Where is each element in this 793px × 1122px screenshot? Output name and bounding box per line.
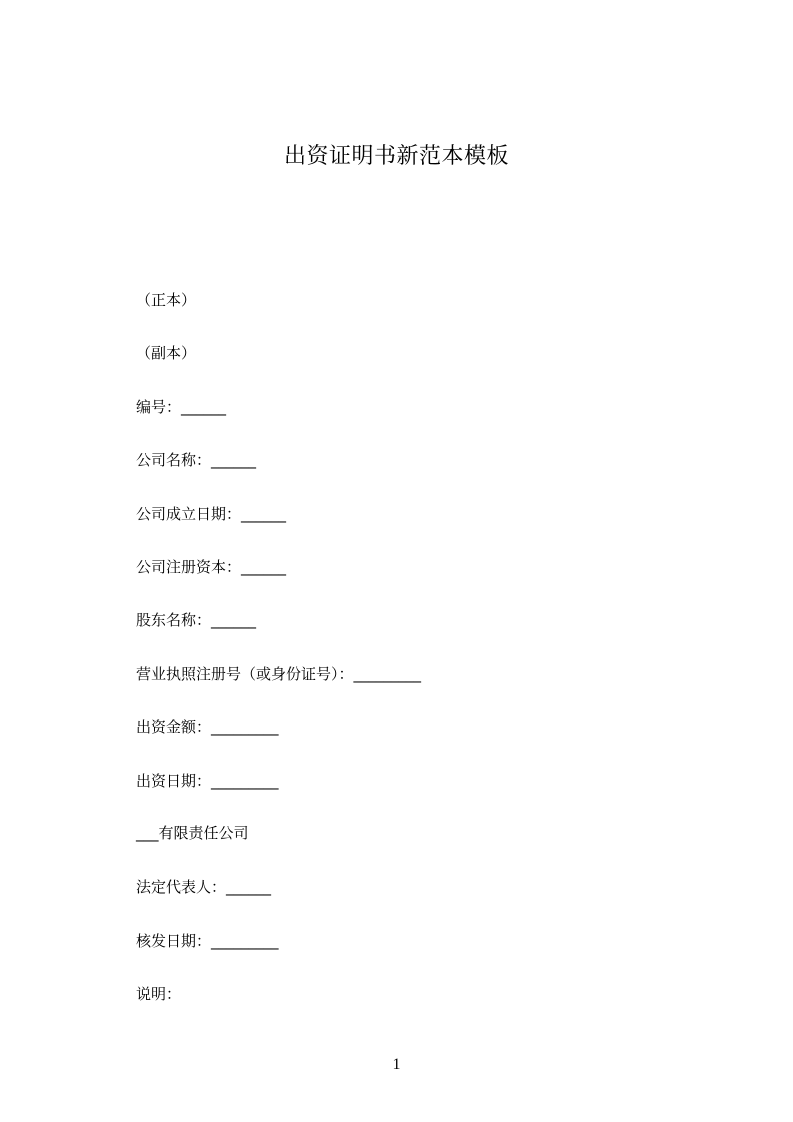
license-id-number-field: 营业执照注册号（或身份证号）：_________ [136,665,422,683]
document-title: 出资证明书新范本模板 [283,144,509,169]
registered-capital-field: 公司注册资本：______ [136,558,287,576]
legal-representative-field: 法定代表人：______ [136,878,272,896]
notes-heading: 说明： [136,985,182,1003]
contribution-amount-field: 出资金额：_________ [136,718,279,736]
original-copy-label: （正本） [136,291,197,309]
company-name-field: 公司名称：______ [136,451,257,469]
duplicate-copy-label: （副本） [136,344,197,362]
company-signature-line: ___有限责任公司 [136,824,249,842]
page-number: 1 [392,1056,401,1073]
issue-date-field: 核发日期：_________ [136,932,279,950]
shareholder-name-field: 股东名称：______ [136,611,257,629]
contribution-date-field: 出资日期：_________ [136,772,279,790]
serial-number-field: 编号：______ [136,398,227,416]
establishment-date-field: 公司成立日期：______ [136,505,287,523]
